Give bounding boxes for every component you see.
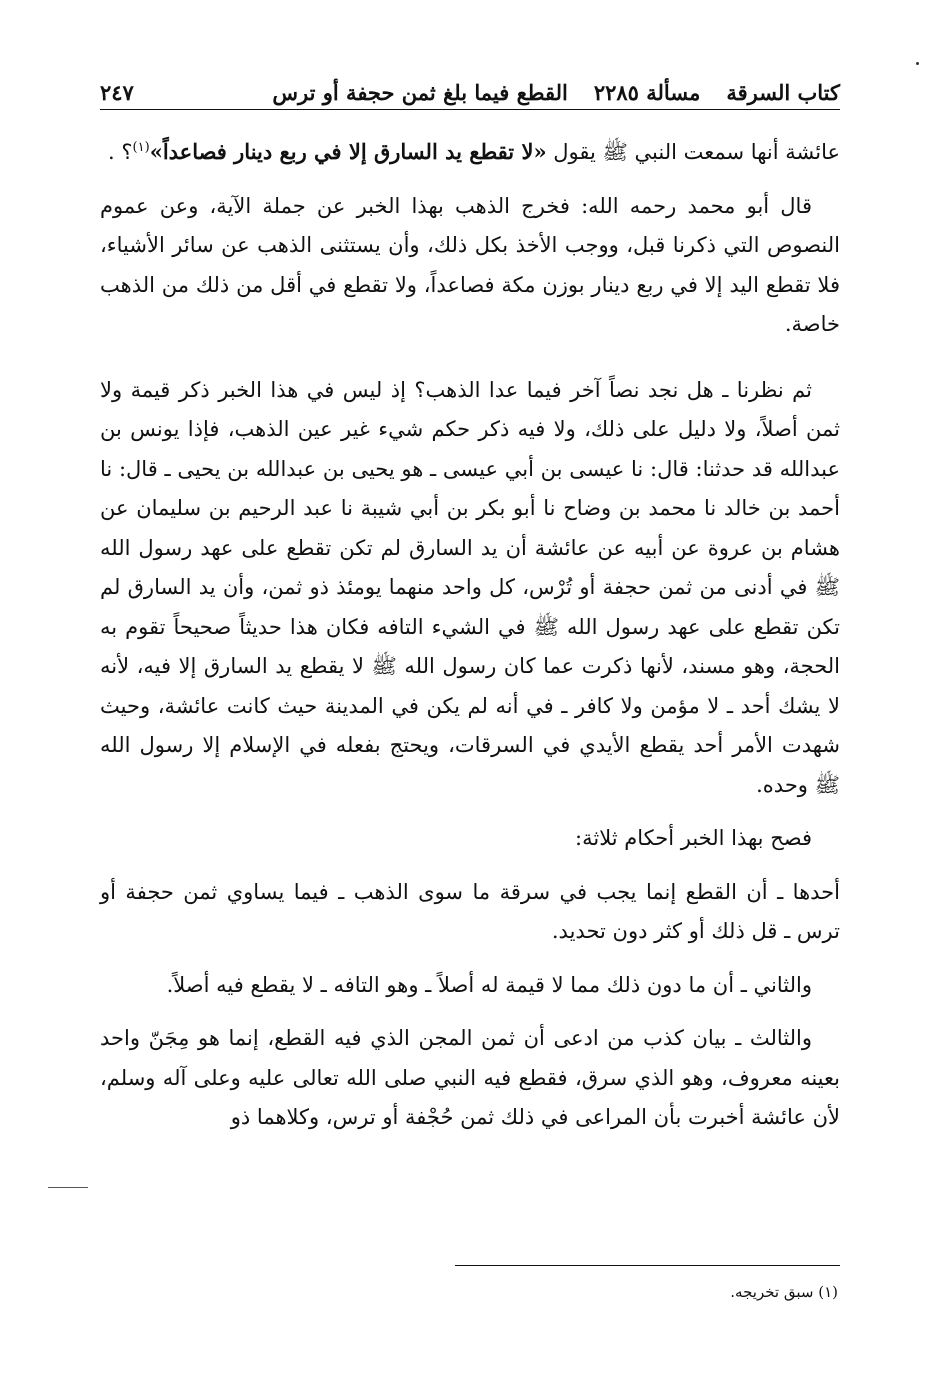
paragraph-1 xyxy=(100,128,840,173)
footnote: (١) سبق تخريجه. xyxy=(730,1283,838,1301)
paragraph-2: قال أبو محمد رحمه الله: فخرج الذهب بهذا الخبر عن جملة الآية، وعن عموم النصوص التي ذكرنا قبل، ووجب الأخذ بكل ذلك، وأن يستثنى الذهب عن سائر الأشياء، فلا تقطع اليد إلا في ربع دينار بوزن مكة فصاعداً، ولا تقطع في أقل من ذلك من الذهب خاصة. xyxy=(100,193,840,336)
footnote-ref: (١) xyxy=(132,140,150,155)
book-page xyxy=(100,80,840,1152)
scan-speck xyxy=(916,62,919,65)
header-titles xyxy=(272,80,840,105)
footnote-separator xyxy=(455,1265,840,1266)
book-title: كتاب السرقة xyxy=(726,80,840,105)
p1-text: عائشة أنها سمعت النبي ﷺ يقول xyxy=(546,140,840,164)
paragraph-4: فصح بهذا الخبر أحكام ثلاثة: xyxy=(575,826,812,850)
hadith-quote: «لا تقطع يد السارق إلا في ربع دينار فصاعداً» xyxy=(149,139,547,164)
p1-end: ؟ . xyxy=(108,140,133,164)
issue-number: مسألة ٢٢٨٥ xyxy=(593,80,701,105)
paragraph-6: والثاني ـ أن ما دون ذلك مما لا قيمة له أصلاً ـ وهو التافه ـ لا يقطع فيه أصلاً. xyxy=(166,972,812,997)
paragraph-5: أحدها ـ أن القطع إنما يجب في سرقة ما سوى الذهب ـ فيما يساوي ثمن حجفة أو ترس ـ قل ذلك أو كثر دون تحديد. xyxy=(100,879,840,943)
running-header xyxy=(100,80,840,110)
margin-mark xyxy=(48,1187,88,1188)
page-number: ٢٤٧ xyxy=(100,80,134,105)
paragraph-3: ثم نظرنا ـ هل نجد نصاً آخر فيما عدا الذهب؟ إذ ليس في هذا الخبر ذكر قيمة ولا ثمن أصلاً، ولا دليل على ذلك، ولا فيه ذكر حكم شيء غير عين الذهب، فإذا يونس بن عبدالله قد حدثنا: قال: نا عيسى بن أبي عيسى ـ هو يحيى بن عبدالله بن يحيى ـ قال: نا أحمد بن خالد نا محمد بن وضاح نا أبو بكر بن أبي شيبة نا عبد الرحيم بن سليمان عن هشام بن عروة عن أبيه عن عائشة أن يد السارق لم تكن تقطع على عهد رسول الله ﷺ في أدنى من ثمن حجفة أو تُرْس، كل واحد منهما يومئذ ذو ثمن، وأن يد السارق لم تكن تقطع على عهد رسول الله ﷺ في الشيء التافه فكان هذا حديثاً صحيحاً تقوم به الحجة، وهو مسند، لأنها ذكرت عما كان رسول الله ﷺ لا يقطع يد السارق إلا فيه، لأنه لا يشك أحد ـ لا مؤمن ولا كافر ـ في أنه لم يكن في المدينة حيث كانت عائشة، وحيث شهدت الأمر أحد يقطع الأيدي في السرقات، ويحتج بفعله في الإسلام إلا رسول الله ﷺ وحده. xyxy=(100,377,840,797)
spacer xyxy=(100,359,840,371)
paragraph-7: والثالث ـ بيان كذب من ادعى أن ثمن المجن الذي فيه القطع، إنما هو مِجَنّ واحد بعينه معروف، وهو الذي سرق، فقطع فيه النبي صلى الله تعالى عليه وعلى آله وسلم، لأن عائشة أخبرت بأن المراعى في ذلك ثمن حُجْفة أو ترس، وكلاهما ذو xyxy=(100,1026,840,1129)
issue-title: القطع فيما بلغ ثمن حجفة أو ترس xyxy=(272,80,568,105)
